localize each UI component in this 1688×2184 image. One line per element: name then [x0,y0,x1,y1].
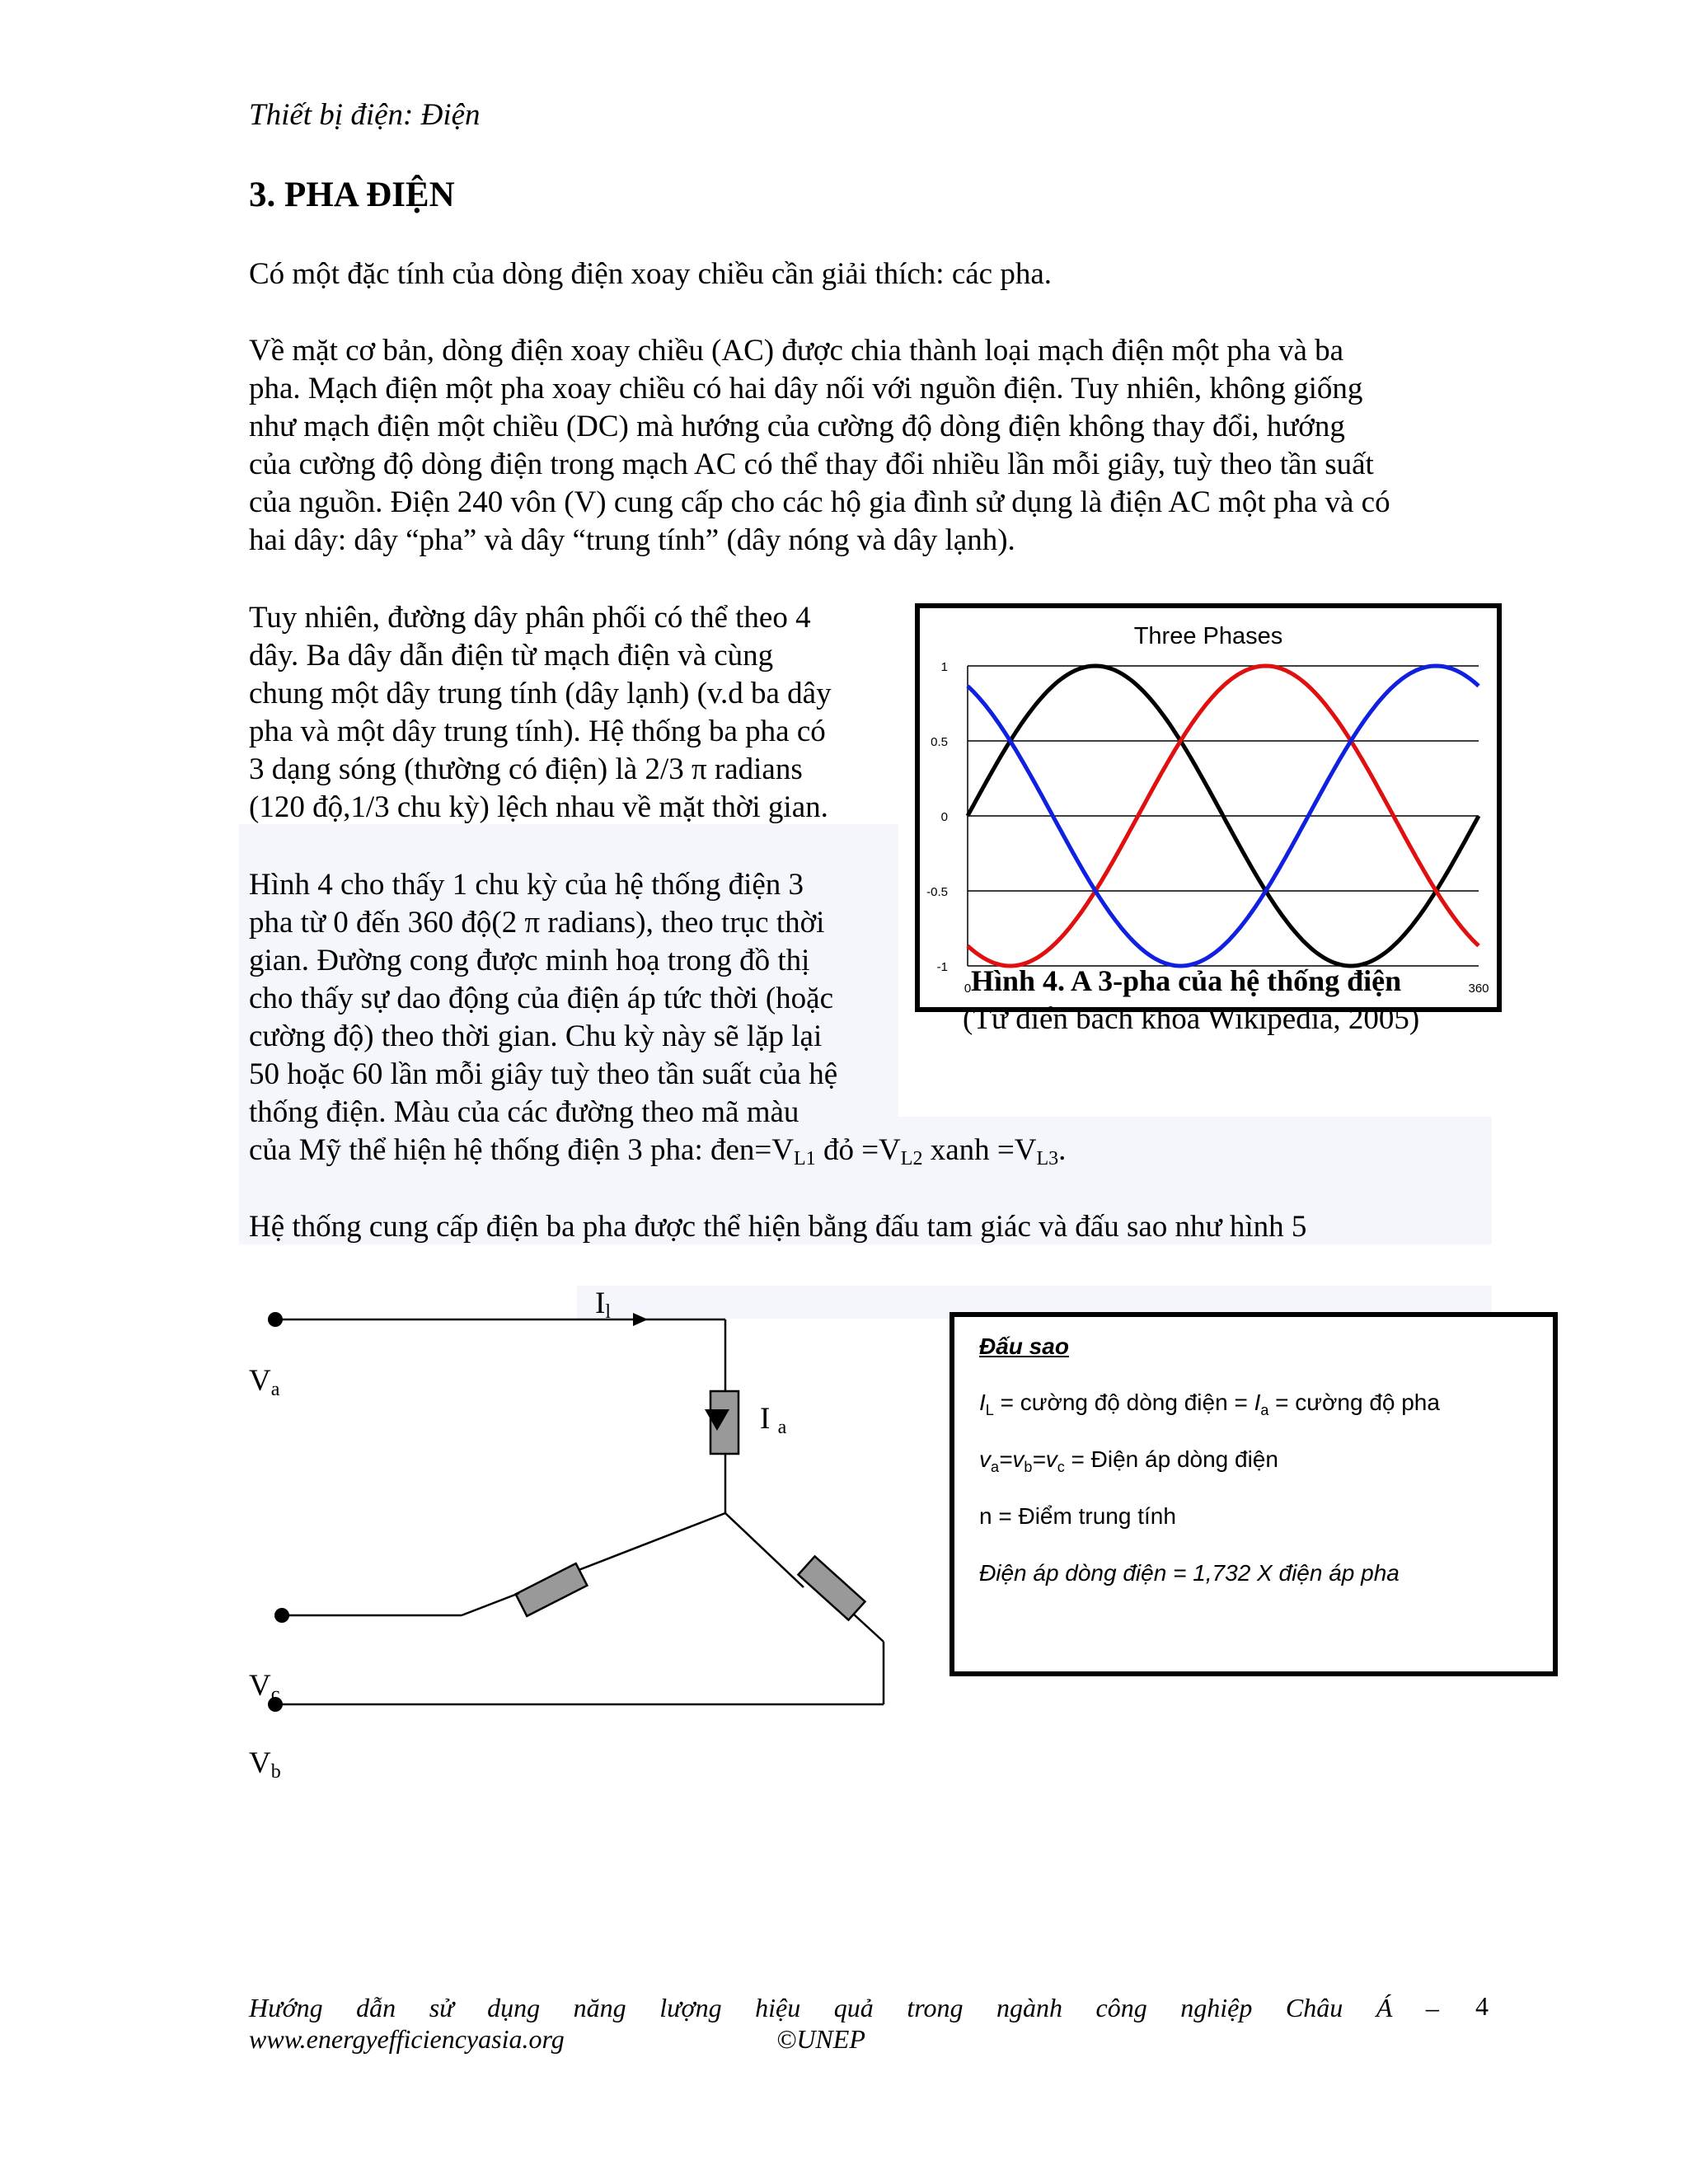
footer-word: trong [907,1993,964,2022]
text-line: hai dây: dây “pha” và dây “trung tính” (dây nóng và dây lạnh). [249,523,1015,557]
subscript: L [985,1402,994,1418]
subscript: L1 [794,1148,816,1169]
symbol: I [1254,1390,1261,1415]
text-fragment: = cường độ pha [1268,1390,1440,1415]
footer-website: www.energyefficiencyasia.org [249,2024,565,2054]
footer-word: Châu [1285,1993,1343,2022]
text-line: dây. Ba dây dẫn điện từ mạch điện và cùng [249,639,774,673]
chart-title: Three Phases [1133,623,1283,649]
paragraph-intro: Có một đặc tính của dòng điện xoay chiều cần giải thích: các pha. [249,257,1053,291]
text-line: (120 độ,1/3 chu kỳ) lệch nhau về mặt thời gian. [249,790,828,824]
text-line: pha. Mạch điện một pha xoay chiều có hai dây nối với nguồn điện. Tuy nhiên, không giống [249,372,1363,405]
paragraph-distribution [249,599,892,827]
footer-word: hiệu [755,1993,801,2022]
subscript: a [777,1417,787,1438]
wire [462,1593,519,1615]
three-phase-chart [915,603,1502,1012]
section-title: 3. PHA ĐIỆN [249,176,455,214]
x-tick-label: 360 [1468,982,1489,996]
page-header: Thiết bị điện: Điện [249,98,481,132]
terminal-c [274,1608,289,1623]
color-code-line [249,1132,1502,1178]
x-tick-label: 0 [964,982,972,996]
text-line: Hình 4 cho thấy 1 chu kỳ của hệ thống điện 3 [249,868,804,902]
star-connection-legend [950,1312,1558,1676]
footer-word: nghiệp [1180,1993,1253,2022]
footer-word: lượng [659,1993,722,2022]
text-line: cho thấy sự dao động của điện áp tức thời (hoặc [249,982,834,1015]
symbol: I [979,1390,986,1415]
footer-word: năng [573,1993,626,2022]
text-line: của nguồn. Điện 240 vôn (V) cung cấp cho các hộ gia đình sử dụng là điện AC một pha và có [249,485,1390,519]
label-text: V [249,1364,271,1398]
page-number: 4 [1475,1991,1489,2021]
wire [853,1614,884,1642]
subscript: a [991,1459,1000,1475]
label-text: V [249,1669,271,1703]
current-arrow-icon [633,1313,648,1326]
text-fragment: đỏ =V [815,1133,901,1167]
subscript: c [270,1684,280,1705]
paragraph-figure4-description [249,866,892,1132]
label-ia [760,1401,786,1439]
footer-word: quả [833,1993,874,2022]
subscript: l [605,1301,611,1323]
legend-line-current [979,1390,1440,1419]
text-line: của cường độ dòng điện trong mạch AC có thể thay đổi nhiều lần mỗi giây, tuỳ theo tần suất [249,448,1374,481]
symbol: =v [1032,1446,1057,1472]
footer-word: Á [1376,1993,1393,2022]
paragraph-figure5-intro: Hệ thống cung cấp điện ba pha được thể hiện bằng đấu tam giác và đấu sao như hình 5 [249,1210,1307,1244]
text-fragment: của Mỹ thể hiện hệ thống điện 3 pha: đen=V [249,1133,795,1167]
subscript: L2 [900,1148,923,1169]
subscript: b [1024,1459,1033,1475]
chart-canvas [920,608,1497,1007]
figure4-source: (Từ điển bách khoa Wikipedia, 2005) [963,1002,1420,1036]
text-fragment: xanh =V [922,1133,1037,1167]
footer-copyright: ©UNEP [776,2024,865,2054]
symbol: =v [999,1446,1025,1472]
text-line: pha và một dây trung tính). Hệ thống ba pha có [249,715,826,748]
subscript: b [270,1761,281,1783]
label-text: I [595,1286,606,1320]
text-line: chung một dây trung tính (dây lạnh) (v.d ba dây [249,677,832,710]
y-tick-label: -0.5 [926,885,948,899]
legend-line-voltage [979,1446,1278,1476]
text-fragment: . [1058,1133,1067,1167]
y-tick-label: 1 [940,660,948,674]
star-connection-diagram [239,1286,915,1830]
label-vb [249,1746,281,1783]
subscript: a [1260,1402,1269,1418]
label-vc [249,1668,279,1706]
text-line: thống điện. Màu của các đường theo mã màu [249,1095,799,1129]
text-fragment: = cường độ dòng điện = [993,1390,1254,1415]
y-tick-labels [926,660,948,974]
footer-word: ngành [996,1993,1062,2022]
text-line: Tuy nhiên, đường dây phân phối có thể theo 4 [249,601,811,635]
label-text: V [249,1746,271,1780]
text-line: cường độ) theo thời gian. Chu kỳ này sẽ lặp lại [249,1019,823,1053]
text-line: pha từ 0 đến 360 độ(2 π radians), theo trục thời [249,906,825,940]
text-line: 3 dạng sóng (thường có điện) là 2/3 π radians [249,752,803,786]
label-text: I [760,1402,771,1436]
label-va [249,1363,279,1401]
label-il [595,1286,611,1324]
subscript: L3 [1036,1148,1059,1169]
footer-word: công [1095,1993,1147,2022]
legend-line-formula: Điện áp dòng điện = 1,732 X điện áp pha [979,1560,1400,1586]
footer-word: Hướng [249,1993,323,2022]
footer-word: dụng [487,1993,541,2022]
wire [725,1513,804,1587]
text-line: 50 hoặc 60 lần mỗi giây tuỳ theo tần suất của hệ [249,1057,838,1091]
subscript: c [1057,1459,1065,1475]
text-line: như mạch điện một chiều (DC) mà hướng của cường độ dòng điện không thay đổi, hướng [249,410,1345,443]
resistor-b [798,1556,865,1619]
y-tick-label: -1 [936,960,948,974]
footer-word: dẫn [356,1993,396,2022]
footer-word: sử [429,1993,454,2022]
text-line: Về mặt cơ bản, dòng điện xoay chiều (AC) được chia thành loại mạch điện một pha và ba [249,334,1344,368]
symbol: v [979,1446,991,1472]
figure4-caption: Hình 4. A 3-pha của hệ thống điện [971,964,1402,997]
legend-line-neutral: n = Điểm trung tính [979,1503,1176,1529]
subscript: a [270,1379,280,1400]
legend-title: Đấu sao [979,1333,1069,1359]
y-tick-label: 0.5 [931,735,948,749]
footer-line [249,1993,1439,2023]
text-fragment: = Điện áp dòng điện [1064,1446,1278,1472]
text-line: gian. Đường cong được minh hoạ trong đồ thị [249,944,810,977]
paragraph-ac-basics [249,332,1502,560]
footer-word: – [1425,1993,1439,2022]
y-tick-label: 0 [940,810,948,824]
resistor-c [516,1563,588,1616]
